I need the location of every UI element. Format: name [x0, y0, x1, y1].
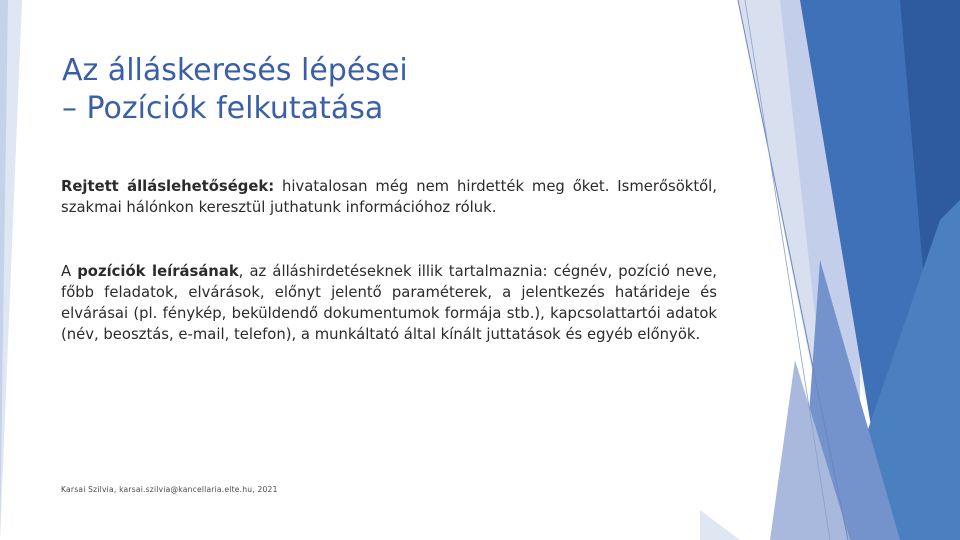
paragraph-hidden-jobs [61, 176, 717, 218]
title-line-2: – Pozíciók felkutatása [62, 91, 384, 126]
left-decoration [0, 0, 22, 540]
paragraph-job-description-text: , az álláshirdetéseknek illik tartalmaznia: cégnév, pozíció neve, főbb feladatok, elvárások, előnyt jelentő paraméterek, a jelentkezés határideje és elvárásai (pl. fénykép, beküldendő dokumentumok formája stb.), kapcsolattartói adatok (név, beosztás, e-mail, telefon), a munkáltató által kínált juttatások és egyéb előnyök. [61, 263, 718, 343]
title-line-1: Az álláskeresés lépései [62, 53, 408, 88]
right-decoration [700, 0, 960, 540]
paragraph-hidden-jobs-bold: Rejtett álláslehetőségek: [61, 178, 275, 195]
footer-author: Karsai Szilvia, karsai.szilvia@kancellaria.elte.hu, 2021 [61, 485, 278, 494]
slide-title [62, 52, 682, 128]
paragraph-job-description-bold: pozíciók leírásának [77, 263, 239, 280]
paragraph-job-description-lead: A [61, 263, 78, 280]
paragraph-job-description [61, 261, 717, 345]
paragraph-hidden-jobs-text: hivatalosan még nem hirdették meg őket. Ismerősöktől, szakmai hálónkon keresztül juthatunk információhoz róluk. [61, 178, 718, 216]
